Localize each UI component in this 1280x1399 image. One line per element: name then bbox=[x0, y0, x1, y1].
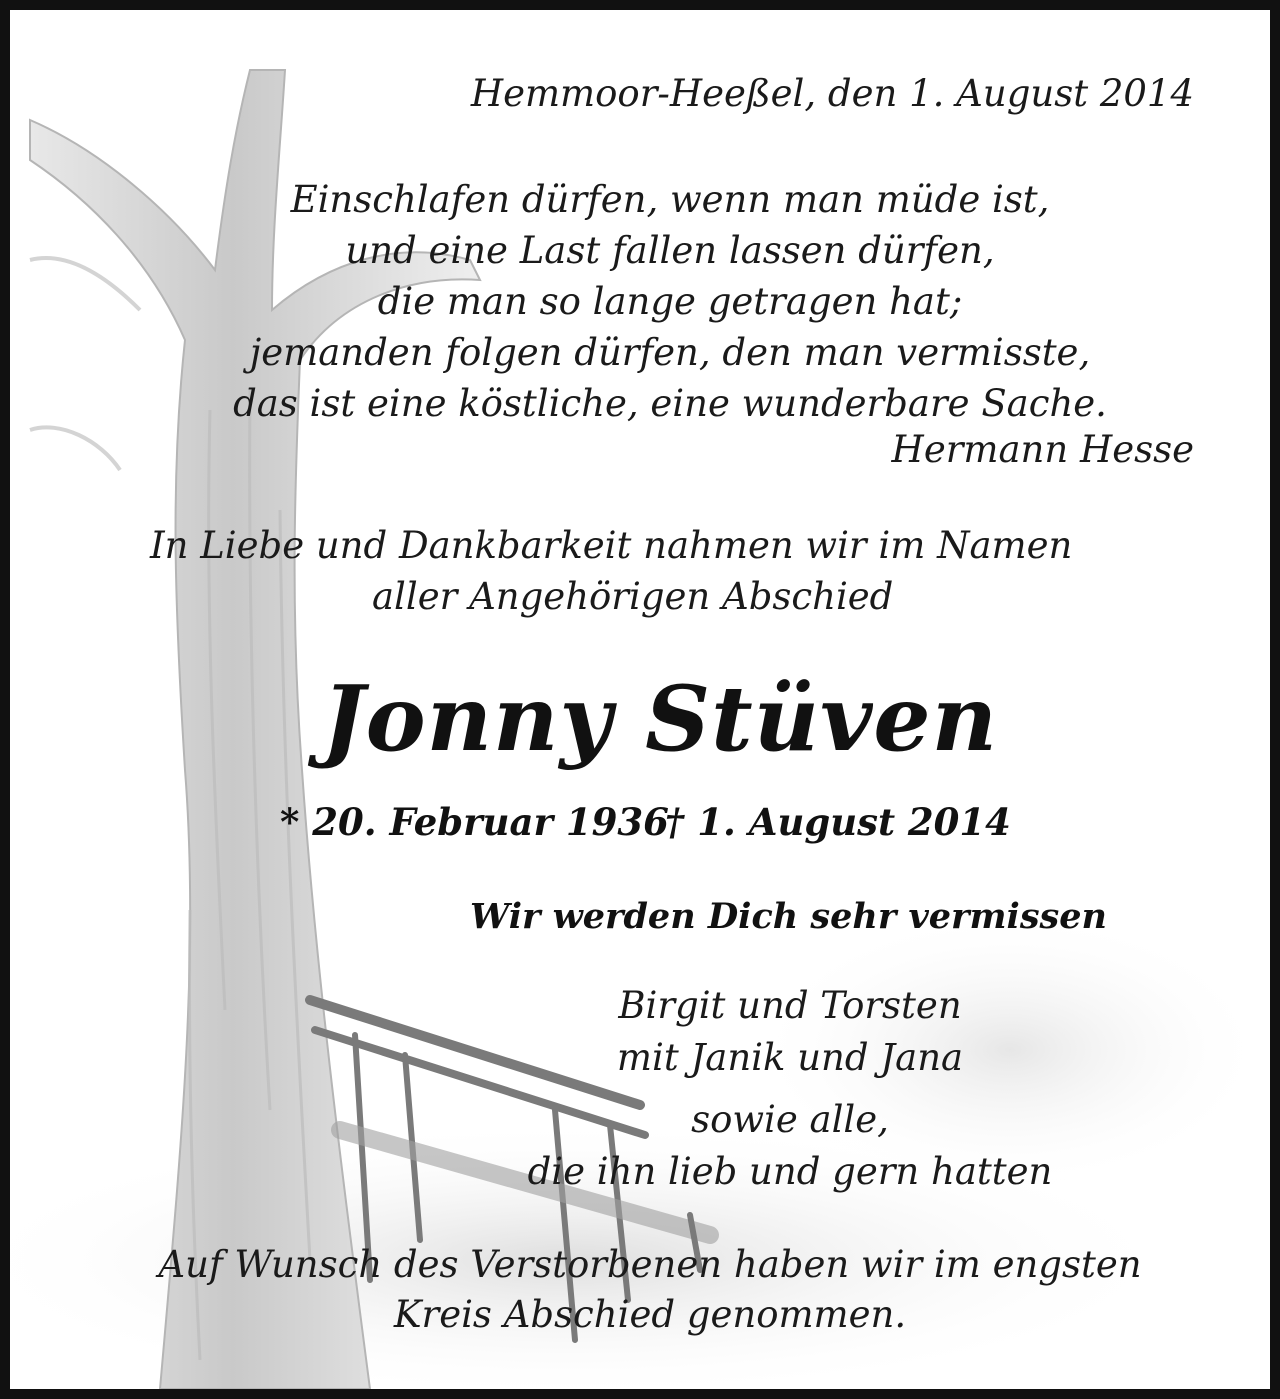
poem-author: Hermann Hesse bbox=[891, 428, 1194, 471]
poem-line: Einschlafen dürfen, wenn man müde ist, bbox=[290, 178, 1050, 221]
closing-note bbox=[110, 1240, 1190, 1340]
mourner-line: Birgit und Torsten bbox=[618, 984, 962, 1027]
birth-date: * 20. Februar 1936 bbox=[280, 800, 669, 844]
farewell-line: aller Angehörigen Abschied bbox=[372, 575, 894, 618]
miss-you-line: Wir werden Dich sehr vermissen bbox=[470, 896, 1107, 937]
mourner-line: mit Janik und Jana bbox=[616, 1036, 964, 1079]
mourners-block bbox=[490, 980, 1090, 1198]
place-and-date: Hemmoor-Heeßel, den 1. August 2014 bbox=[470, 72, 1194, 115]
poem-line: jemanden folgen dürfen, den man vermisste, bbox=[249, 331, 1091, 374]
deceased-name: Jonny Stüven bbox=[322, 666, 999, 772]
farewell-line: In Liebe und Dankbarkeit nahmen wir im Namen bbox=[150, 524, 1073, 567]
poem-line: die man so lange getragen hat; bbox=[377, 280, 963, 323]
closing-line: Kreis Abschied genommen. bbox=[393, 1293, 907, 1336]
poem-line: und eine Last fallen lassen dürfen, bbox=[345, 229, 995, 272]
spacer bbox=[490, 1084, 1090, 1094]
mourner-line: sowie alle, bbox=[691, 1098, 889, 1141]
mourner-line: die ihn lieb und gern hatten bbox=[527, 1150, 1053, 1193]
closing-line: Auf Wunsch des Verstorbenen haben wir im engsten bbox=[158, 1243, 1142, 1286]
death-date: † 1. August 2014 bbox=[665, 800, 1011, 844]
poem-line: das ist eine köstliche, eine wunderbare Sache. bbox=[233, 382, 1107, 425]
poem bbox=[170, 174, 1170, 429]
